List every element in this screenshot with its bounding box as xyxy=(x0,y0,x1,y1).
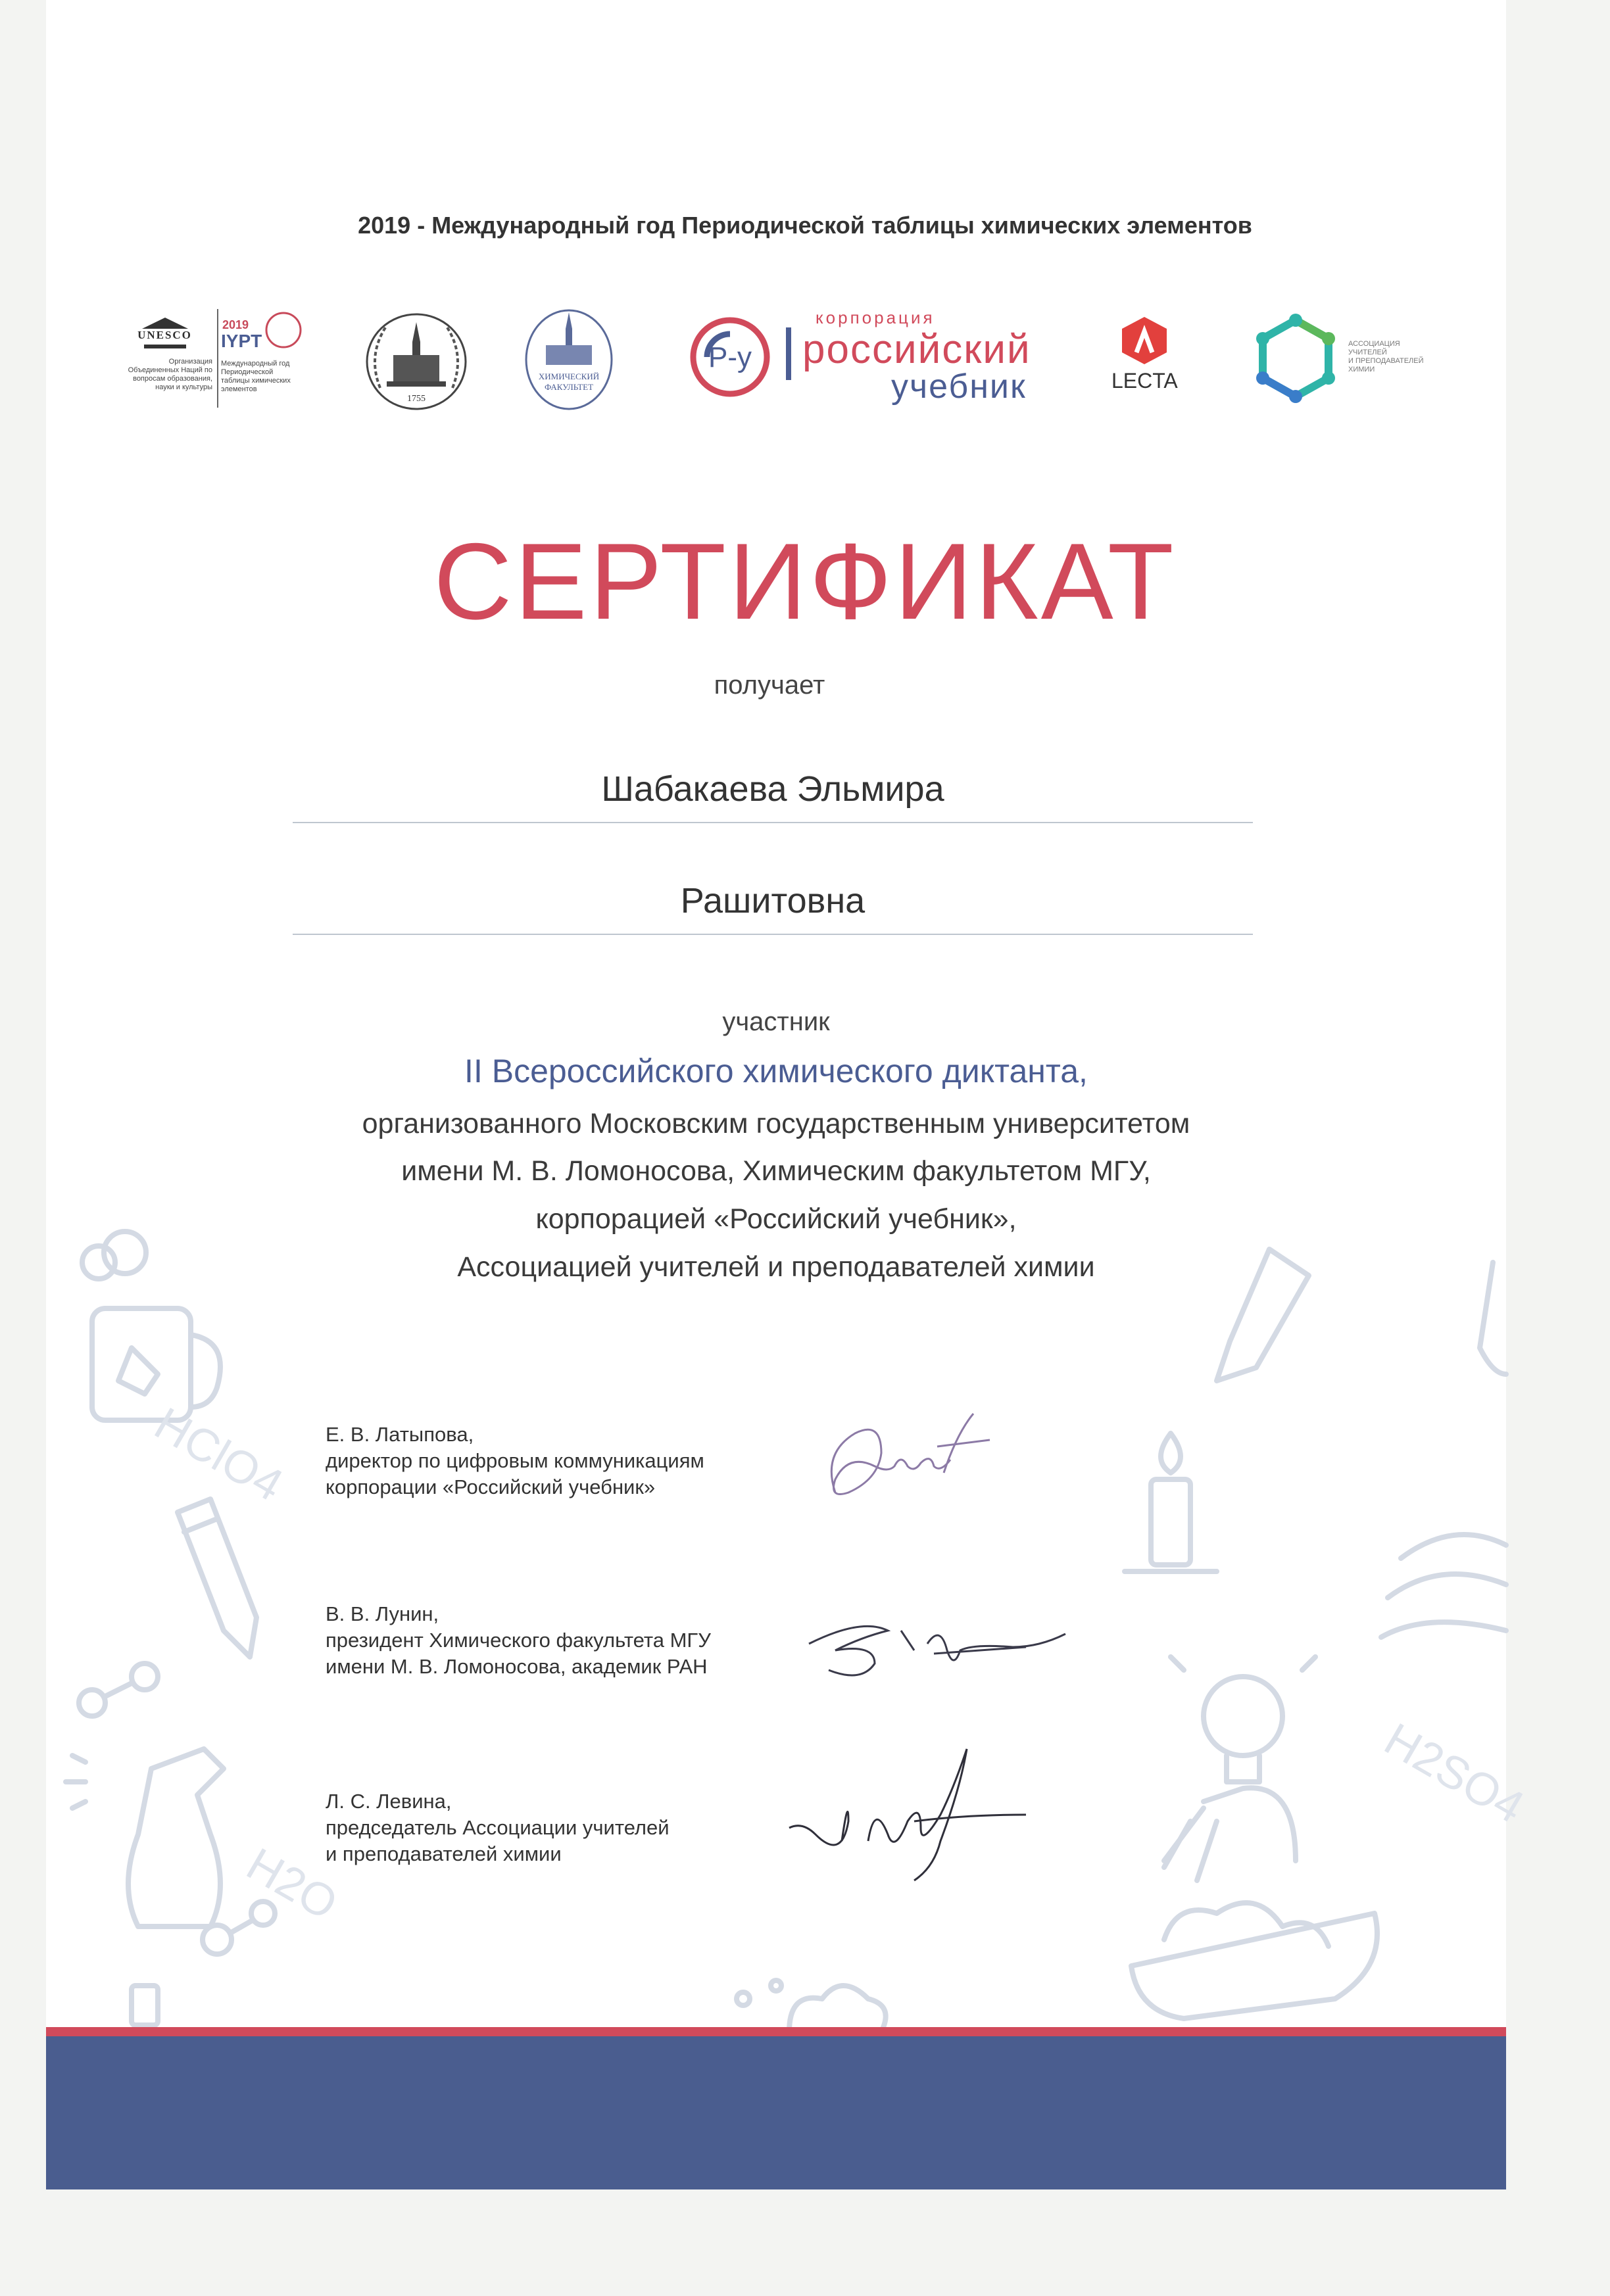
signatory-latypova xyxy=(326,1422,704,1500)
chem-faculty-logo xyxy=(520,306,618,418)
rosuchebnik-line1: российский xyxy=(802,327,1031,372)
candle-icon xyxy=(1125,1433,1217,1571)
iypt-logo xyxy=(221,310,306,394)
organizers-line: имени М. В. Ломоносова, Химическим факультетом МГУ, xyxy=(401,1155,1151,1187)
msu-building-icon xyxy=(360,309,472,414)
iypt-caption: Международный год Периодической таблицы химических элементов xyxy=(221,360,291,393)
association-logo xyxy=(1250,312,1440,411)
svg-text:IYPT: IYPT xyxy=(221,331,262,351)
svg-text:P-y: P-y xyxy=(708,341,752,373)
bubbles-icon xyxy=(737,1980,886,2032)
chem-faculty-emblem-icon xyxy=(520,306,618,414)
rosuchebnik-top: корпорация xyxy=(816,308,935,327)
msu-emblem-logo xyxy=(360,309,472,418)
rosuchebnik-line2: учебник xyxy=(891,368,1027,406)
lecta-mark-icon xyxy=(1118,314,1171,367)
svg-text:1755: 1755 xyxy=(407,394,426,404)
footer-red-stripe xyxy=(46,2027,1506,2036)
formula-h2so4: H2SO4 xyxy=(1376,1713,1533,1833)
unesco-logo xyxy=(117,316,212,392)
unesco-word: UNESCO xyxy=(137,329,192,341)
signatory-role: директор по цифровым коммуникациям xyxy=(326,1449,704,1472)
unesco-caption: Организация Объединенных Наций по вопросам образования, науки и культуры xyxy=(128,358,212,391)
year-line: 2019 - Международный год Периодической таблицы химических элементов xyxy=(358,212,1252,239)
rosuchebnik-divider xyxy=(786,327,791,380)
signatory-role: и преподавателей химии xyxy=(326,1842,562,1865)
molecule-icon xyxy=(79,1663,275,1954)
event-name: II Всероссийского химического диктанта, xyxy=(464,1053,1088,1089)
recipient-name-line2: Рашитовна xyxy=(293,868,1253,935)
bathtub-icon xyxy=(1131,1788,1377,2019)
test-tube-icon xyxy=(132,1986,158,2025)
signatory-name: Л. С. Левина, xyxy=(326,1790,452,1813)
partner-logos xyxy=(0,296,1610,427)
rosuchebnik-mark-icon xyxy=(687,314,773,400)
organizers-line: корпорацией «Российский учебник», xyxy=(535,1203,1017,1235)
lecta-name: LECTA xyxy=(1111,369,1178,393)
formula-hclo4: HClO4 xyxy=(146,1397,292,1512)
signature-levina xyxy=(783,1736,1046,1920)
organizers-line: Ассоциацией учителей и преподавателей химии xyxy=(457,1251,1095,1283)
chemistry-doodle-pattern xyxy=(46,1216,1533,2032)
recipient-name-line1: Шабакаева Эльмира xyxy=(293,756,1253,823)
signatory-lunin xyxy=(326,1601,711,1680)
svg-text:2019: 2019 xyxy=(222,318,249,331)
organizers-line: организованного Московским государственным университетом xyxy=(362,1108,1190,1139)
signature-latypova xyxy=(809,1394,1006,1525)
signatory-role: корпорации «Российский учебник» xyxy=(326,1475,656,1498)
rosuchebnik-logo xyxy=(687,308,1069,406)
signatory-role: президент Химического факультета МГУ xyxy=(326,1629,711,1652)
participant-label: участник xyxy=(722,1007,830,1036)
signatory-role: председатель Ассоциации учителей xyxy=(326,1816,670,1839)
spray-bottle-icon xyxy=(66,1749,224,1926)
signatory-levina xyxy=(326,1788,670,1867)
association-hexagon-icon xyxy=(1250,312,1342,404)
receives-label: получает xyxy=(714,671,825,700)
footer-blue-band xyxy=(46,2036,1506,2189)
formula-h2o: H2O xyxy=(238,1838,347,1930)
pencil-icon xyxy=(178,1499,256,1657)
association-caption: АССОЦИАЦИЯ УЧИТЕЛЕЙ И ПРЕПОДАВАТЕЛЕЙ ХИМИИ xyxy=(1348,340,1424,373)
certificate-title: СЕРТИФИКАТ xyxy=(433,521,1177,642)
iypt-emblem-icon xyxy=(221,310,306,356)
lecta-logo xyxy=(1111,314,1177,393)
dna-icon xyxy=(1381,1535,1506,1637)
svg-text:ФАКУЛЬТЕТ: ФАКУЛЬТЕТ xyxy=(544,382,594,392)
light-bulb-icon xyxy=(1171,1657,1315,1782)
signatory-role: имени М. В. Ломоносова, академик РАН xyxy=(326,1655,708,1678)
signatory-name: Е. В. Латыпова, xyxy=(326,1423,474,1446)
signatory-name: В. В. Лунин, xyxy=(326,1602,439,1625)
logo-divider xyxy=(217,309,218,408)
signature-lunin xyxy=(802,1604,1079,1696)
svg-text:ХИМИЧЕСКИЙ: ХИМИЧЕСКИЙ xyxy=(538,371,600,381)
